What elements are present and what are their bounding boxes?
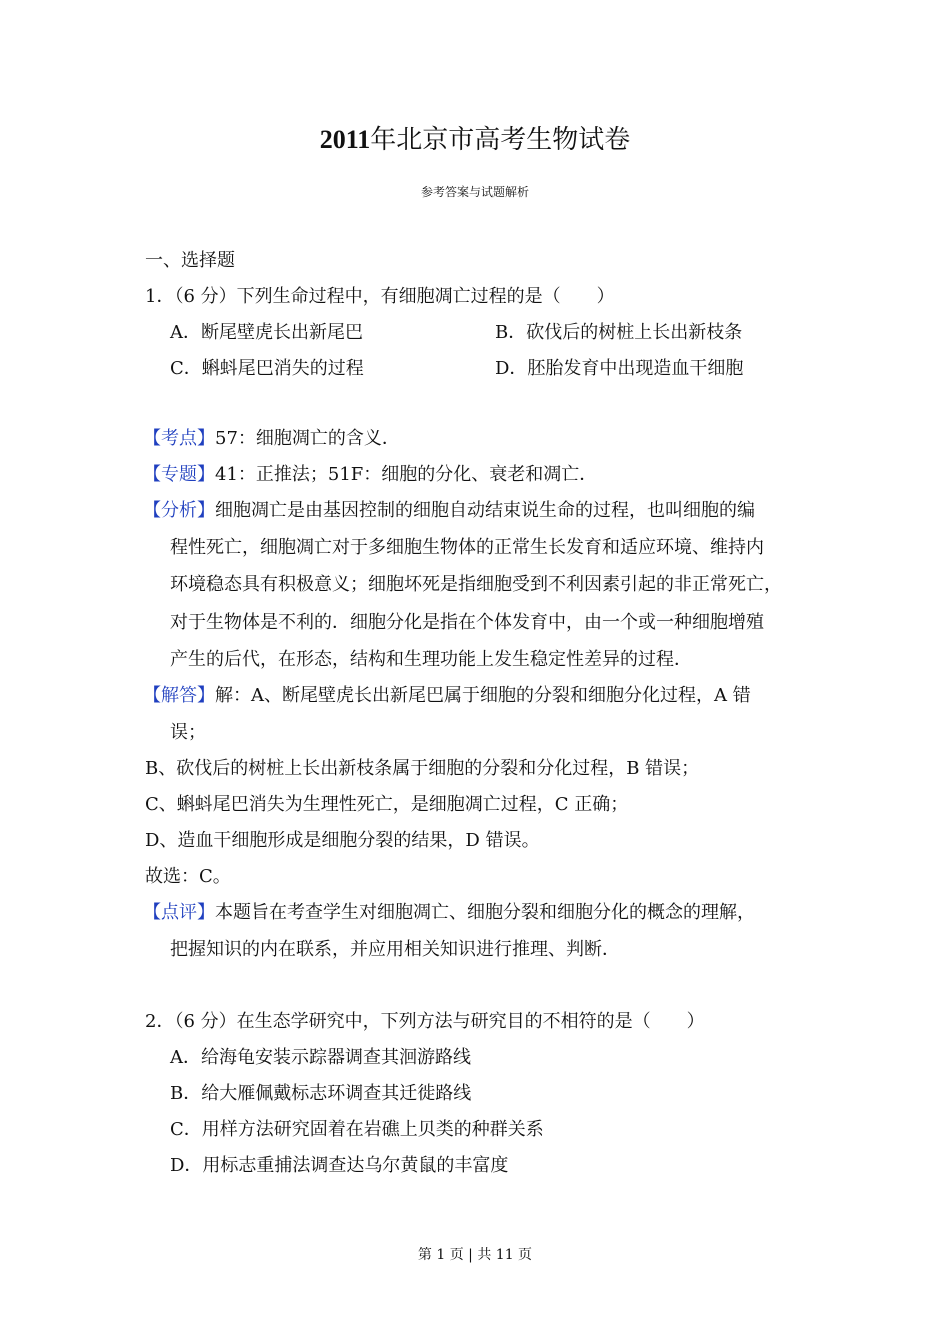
question-1-stem: 1．（6 分）下列生命过程中，有细胞凋亡过程的是（ ） [145, 286, 615, 307]
fenxi-text: 细胞凋亡是由基因控制的细胞自动结束说生命的过程，也叫细胞的编 [215, 500, 755, 521]
jieda-text: D、造血干细胞形成是细胞分裂的结果，D 错误。 [145, 830, 540, 851]
q1-option-a: A．断尾壁虎长出新尾巴 [170, 322, 363, 343]
zhuanti-line [143, 463, 597, 487]
fenxi-text: 程性死亡，细胞凋亡对于多细胞生物体的正常生长发育和适应环境、维持内 [170, 537, 764, 558]
jieda-text: B、砍伐后的树桩上长出新枝条属于细胞的分裂和分化过程，B 错误； [145, 758, 700, 779]
page-subtitle: 参考答案与试题解析 [420, 185, 529, 199]
q1-option-b: B．砍伐后的树桩上长出新枝条 [495, 322, 743, 343]
kaodian-line [143, 427, 400, 451]
title-year: 2011 [319, 125, 371, 154]
fenxi-line [143, 499, 755, 523]
fenxi-text: 环境稳态具有积极意义；细胞坏死是指细胞受到不利因素引起的非正常死亡， [170, 574, 782, 595]
zhuanti-tag: 【专题】 [143, 464, 215, 485]
q2-option-b: B．给大雁佩戴标志环调查其迁徙路线 [170, 1083, 472, 1104]
jieda-text: 误； [170, 722, 206, 743]
jieda-text: 解：A、断尾壁虎长出新尾巴属于细胞的分裂和细胞分化过程，A 错 [215, 685, 751, 706]
fenxi-tag: 【分析】 [143, 500, 215, 521]
fenxi-text: 产生的后代，在形态，结构和生理功能上发生稳定性差异的过程． [170, 649, 692, 670]
zhuanti-text: 41：正推法；51F：细胞的分化、衰老和凋亡． [215, 464, 598, 485]
kaodian-text: 57：细胞凋亡的含义． [215, 428, 400, 449]
answer-line: 故选：C。 [145, 866, 231, 887]
dianping-text: 把握知识的内在联系，并应用相关知识进行推理、判断． [170, 939, 620, 960]
q2-option-a: A．给海龟安装示踪器调查其洄游路线 [170, 1047, 471, 1068]
page-title [0, 124, 950, 156]
dianping-text: 本题旨在考查学生对细胞凋亡、细胞分裂和细胞分化的概念的理解， [215, 902, 755, 923]
section-heading: 一、选择题 [145, 250, 235, 271]
question-2-stem: 2．（6 分）在生态学研究中，下列方法与研究目的不相符的是（ ） [145, 1011, 705, 1032]
q2-option-d: D．用标志重捕法调查达乌尔黄鼠的丰富度 [170, 1155, 509, 1176]
q1-option-d: D．胚胎发育中出现造血干细胞 [495, 358, 744, 379]
page-footer: 第 1 页 | 共 11 页 [417, 1247, 533, 1263]
q2-option-c: C．用样方法研究固着在岩礁上贝类的种群关系 [170, 1119, 544, 1140]
q1-option-c: C．蝌蚪尾巴消失的过程 [170, 358, 364, 379]
jieda-line [143, 684, 751, 708]
dianping-line [143, 901, 755, 925]
dianping-tag: 【点评】 [143, 902, 215, 923]
fenxi-text: 对于生物体是不利的．细胞分化是指在个体发育中，由一个或一种细胞增殖 [170, 612, 764, 633]
jieda-tag: 【解答】 [143, 685, 215, 706]
title-text: 年北京市高考生物试卷 [370, 125, 631, 155]
kaodian-tag: 【考点】 [143, 428, 215, 449]
jieda-text: C、蝌蚪尾巴消失为生理性死亡，是细胞凋亡过程，C 正确； [145, 794, 629, 815]
